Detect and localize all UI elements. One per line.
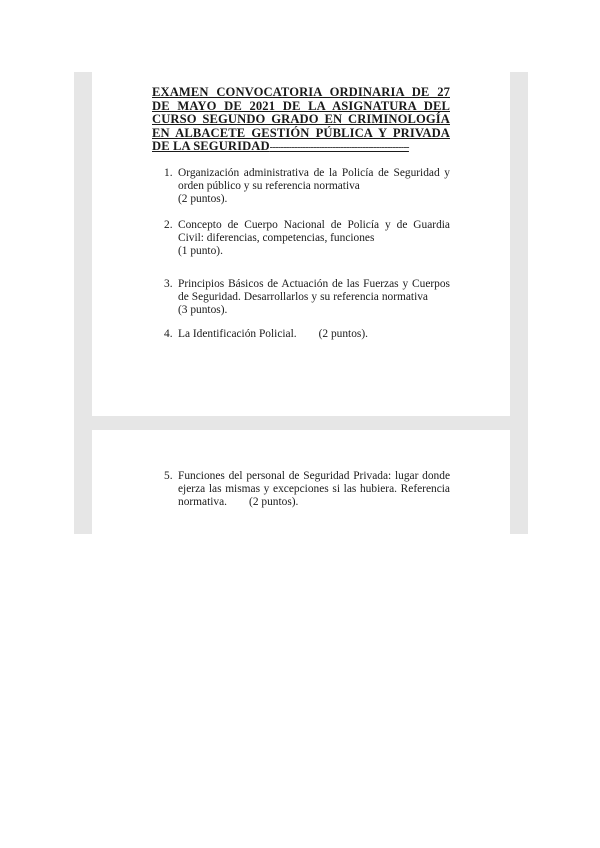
exam-title <box>152 86 450 155</box>
exam-title-text: EXAMEN CONVOCATORIA ORDINARIA DE 27 DE MAYO DE 2021 DE LA ASIGNATURA DEL CURSO SEGUNDO GRADO EN CRIMINOLOGÍA EN ALBACETE GESTIÓN PÚBLICA Y PRIVADA DE LA SEGURIDAD <box>152 85 450 154</box>
question-text-block <box>178 167 450 207</box>
question-item <box>164 470 450 510</box>
question-number: 2. <box>164 219 173 231</box>
question-item <box>164 219 450 259</box>
question-number: 4. <box>164 328 173 340</box>
question-text-block <box>178 278 450 318</box>
question-text: Organización administrativa de la Policía de Seguridad y orden público y su referencia normativa <box>178 167 450 193</box>
question-text: Concepto de Cuerpo Nacional de Policía y de Guardia Civil: diferencias, competencias, funciones <box>178 219 450 245</box>
question-points: (3 puntos). <box>178 304 228 317</box>
question-text-block <box>178 219 450 259</box>
question-text: Funciones del personal de Seguridad Privada: lugar donde ejerza las mismas y excepciones si las hubiera. Referencia normativa. <box>178 470 450 509</box>
question-text: La Identificación Policial. <box>178 328 297 340</box>
question-item <box>164 328 450 341</box>
question-item <box>164 167 450 207</box>
question-points: (2 puntos). <box>249 496 299 509</box>
question-text-block <box>178 328 450 341</box>
question-points: (2 puntos). <box>318 328 368 340</box>
question-text-block <box>178 470 450 510</box>
question-text: Principios Básicos de Actuación de las Fuerzas y Cuerpos de Seguridad. Desarrollarlos y su referencia normativa <box>178 278 450 304</box>
question-number: 1. <box>164 167 173 179</box>
question-points: (2 puntos). <box>178 193 228 206</box>
question-number: 3. <box>164 278 173 290</box>
question-item <box>164 278 450 318</box>
question-number: 5. <box>164 470 173 482</box>
question-points: (1 punto). <box>178 245 223 258</box>
exam-title-dashes: --------------------------------------------------- <box>269 142 409 154</box>
